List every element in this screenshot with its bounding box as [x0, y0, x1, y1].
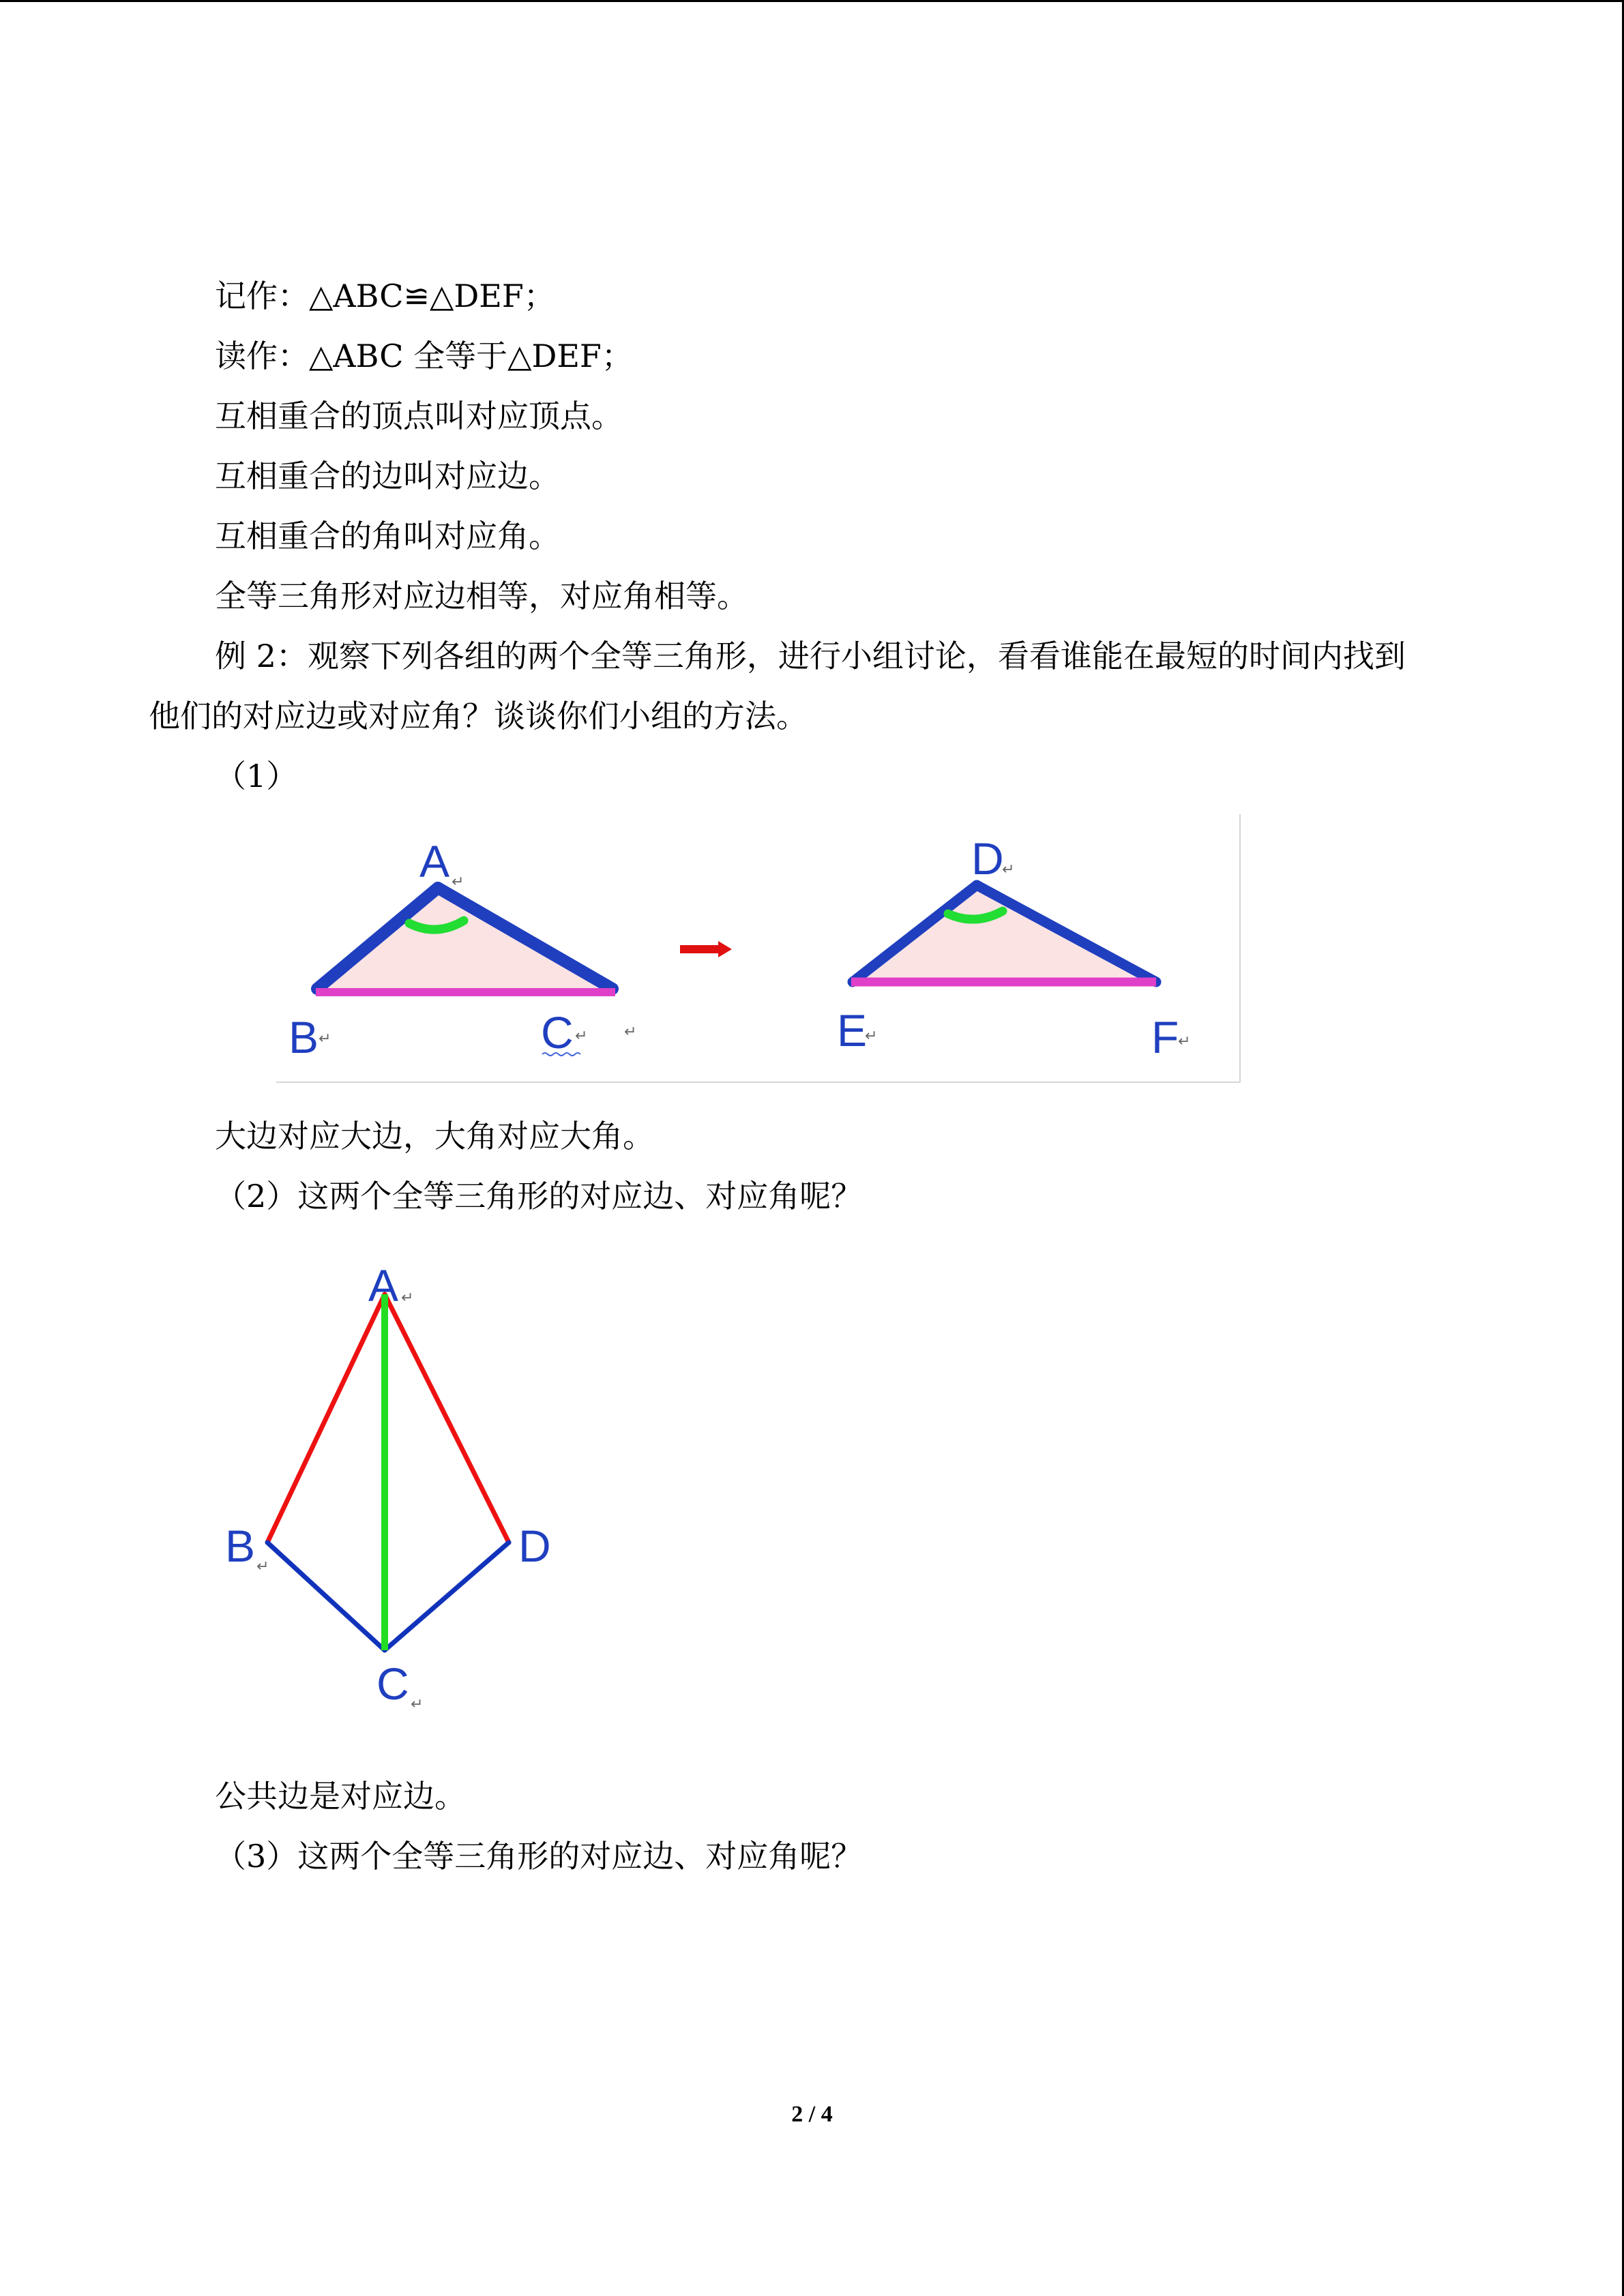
label-d: D	[518, 1521, 551, 1571]
text-case1: （1）	[215, 758, 298, 794]
text-example2: 例 2：观察下列各组的两个全等三角形，进行小组讨论，看看谁能在最短的时间内找到	[215, 638, 1406, 674]
label-b: B	[289, 1012, 319, 1062]
text-corresponding-angles: 互相重合的角叫对应角。	[215, 518, 560, 554]
text-big-side-big-angle: 大边对应大边，大角对应大角。	[215, 1118, 654, 1154]
text-notation: 记作：△ABC≌△DEF；	[215, 278, 555, 314]
return-mark-b: ↵	[256, 1558, 269, 1575]
label-a: A	[368, 1260, 399, 1311]
text-case2: （2）这两个全等三角形的对应边、对应角呢？	[215, 1178, 863, 1214]
return-mark-c: ↵	[575, 1028, 588, 1045]
return-mark-a: ↵	[401, 1289, 414, 1307]
return-mark-a: ↵	[452, 874, 464, 891]
return-mark-f: ↵	[1178, 1033, 1191, 1050]
label-c: C	[377, 1658, 409, 1709]
figure-congruent-triangles-1	[276, 814, 1241, 1083]
text-example2-cont: 他们的对应边或对应角？谈谈你们小组的方法。	[149, 698, 808, 734]
segment-ad	[385, 1294, 509, 1542]
segment-ab	[267, 1294, 385, 1542]
segment-bc	[267, 1542, 385, 1650]
label-c: C	[541, 1007, 574, 1058]
page-number: 2 / 4	[791, 2102, 833, 2127]
arrow-head	[718, 941, 732, 957]
text-corresponding-vertices: 互相重合的顶点叫对应顶点。	[215, 398, 623, 434]
text-property: 全等三角形对应边相等，对应角相等。	[215, 578, 748, 614]
segment-dc	[385, 1542, 509, 1650]
return-mark-d: ↵	[1002, 861, 1015, 878]
label-e: E	[837, 1005, 868, 1056]
figure-kite-congruent-triangles	[205, 1248, 587, 1725]
text-common-side: 公共边是对应边。	[215, 1778, 466, 1815]
label-b: B	[225, 1521, 256, 1571]
label-a: A	[419, 836, 450, 886]
return-mark-c2: ↵	[624, 1024, 637, 1041]
text-case3: （3）这两个全等三角形的对应边、对应角呢？	[215, 1838, 863, 1875]
page-top-border	[0, 0, 1624, 2]
label-f: F	[1151, 1012, 1179, 1062]
return-mark-c: ↵	[411, 1696, 424, 1713]
return-mark-e: ↵	[865, 1028, 878, 1045]
label-d: D	[971, 833, 1004, 884]
text-corresponding-sides: 互相重合的边叫对应边。	[215, 458, 560, 494]
text-reading: 读作：△ABC 全等于△DEF；	[215, 338, 633, 374]
return-mark-b: ↵	[319, 1030, 331, 1047]
